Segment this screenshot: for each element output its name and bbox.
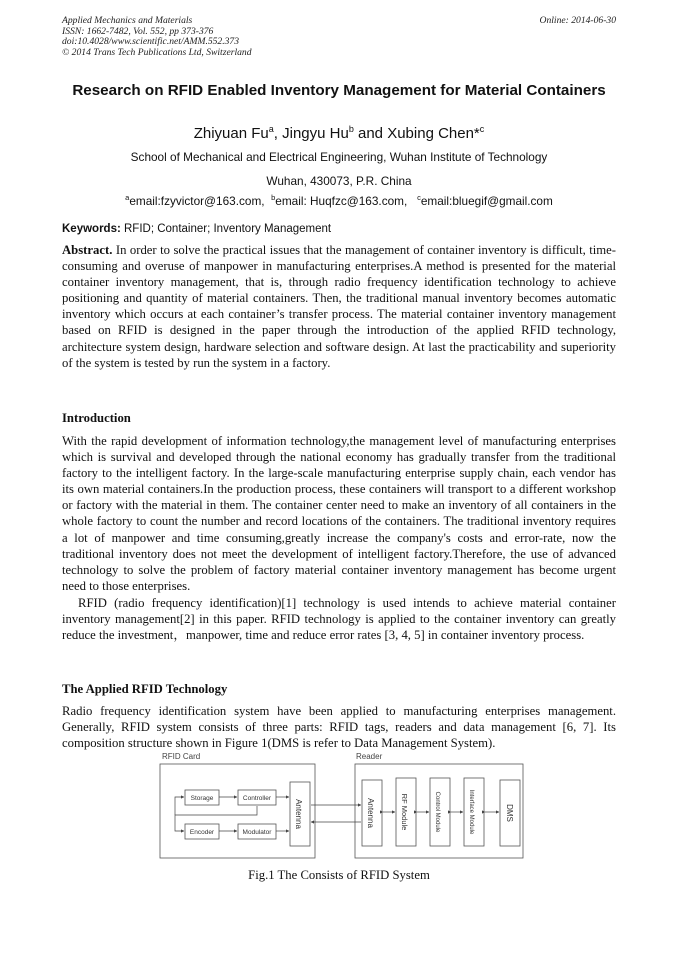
author-sup: b — [348, 124, 354, 134]
reader-label: Reader — [356, 752, 383, 761]
author-sep: and — [353, 125, 388, 142]
online-date: Online: 2014-06-30 — [539, 15, 616, 26]
interface-module-label: Interface Module — [468, 789, 474, 835]
doi: doi:10.4028/www.scientific.net/AMM.552.373 — [62, 36, 240, 48]
card-antenna-label: Antenna — [294, 799, 303, 829]
abstract-text: In order to solve the practical issues that the management of container inventory is difficult, time-consuming and overuse of manpower in manufacturing enterprises.A method is presented for the material container inventory management, that is, through radio frequency identification technology to achieve positioning and quantity of material containers. Then, the traditional manual inventory becomes automatic inventory which occurs at each container’s transfer process. The material container inventory management based on RFID is designed in the paper through the introduction of the applied RFID technology, architecture system design, hardware selection and software design. At last the practicability and superiority of the system is tested by run the system in a factory. — [62, 243, 617, 370]
paper-title: Research on RFID Enabled Inventory Management for Material Containers — [72, 82, 606, 99]
dms-label: DMS — [505, 804, 514, 822]
keywords-items: RFID; Container; Inventory Management — [124, 223, 332, 235]
affiliation-line2: Wuhan, 430073, P.R. China — [266, 174, 412, 188]
section-heading-introduction: Introduction — [62, 411, 131, 425]
storage-label: Storage — [190, 795, 214, 802]
email: email:bluegif@gmail.com — [420, 194, 553, 208]
loop-storage-arrow — [175, 797, 184, 815]
issn: ISSN: 1662-7482, Vol. 552, pp 373-376 — [62, 25, 214, 37]
authors — [62, 125, 616, 143]
email: email:fzyvictor@163.com, — [129, 194, 265, 208]
email-sup: c — [417, 193, 421, 202]
author-sup: a — [268, 124, 274, 134]
author-name: Xubing Chen* — [387, 125, 480, 142]
emails — [62, 194, 616, 208]
abstract-label: Abstract. — [62, 243, 113, 257]
figure-caption: Fig.1 The Consists of RFID System — [248, 868, 430, 882]
section-heading-applied-rfid: The Applied RFID Technology — [62, 682, 228, 696]
author-name: Jingyu Hu — [282, 125, 349, 142]
author-name: Zhiyuan Fu — [193, 125, 269, 142]
abstract — [62, 242, 616, 371]
email: email: Huqfzc@163.com, — [275, 194, 408, 208]
modulator-label: Modulator — [242, 829, 272, 836]
copyright: © 2014 Trans Tech Publications Ltd, Switzerland — [62, 46, 252, 58]
intro-paragraph-1: With the rapid development of information technology,the management level of manufacturing enterprises which is survival and developed through the national economy has gradually transfer from the traditional factory to the intelligent factory. In the large-scale manufacturing enterprise supply chain, each vendor has its own material containers.In the production process, these containers will transport to a different workshop or factory with the material in them. The container center need to make an inventory of all containers in the whole factory to count the number and record locations of the containers. The traditional inventory requires a lot of manpower and time consuming,greatly increase the company's costs and error-rate, now the traditional inventory does not meet the development of intelligent factory.Therefore, the use of advanced technology to solve the problem of factory material container inventory management has become urgent need to those enterprises. — [62, 434, 616, 593]
control-module-label: Control Module — [434, 791, 440, 833]
affiliation-line1: School of Mechanical and Electrical Engineering, Wuhan Institute of Technology — [130, 150, 548, 164]
author-sep: , — [273, 125, 283, 142]
applied-paragraph: Radio frequency identification system have been applied to manufacturing enterprises management. Generally, RFID system consists of three parts: RFID tags, readers and data management [6, 7]. Its composition structure shown in Figure 1(DMS is refer to Data Management System). — [62, 704, 616, 751]
email-sup: b — [271, 193, 276, 202]
journal-header — [62, 16, 616, 58]
intro-paragraph-2: RFID (radio frequency identification)[1] technology is used intends to achieve material container inventory management[2] in this paper. RFID technology is applied to the container inventory can greatly reduce the investment，manpower, time and reduce error rates [3, 4, 5] in container inventory process. — [62, 596, 616, 643]
journal-name: Applied Mechanics and Materials — [62, 15, 193, 26]
keywords-label: Keywords: — [62, 223, 121, 235]
rfid-card-label: RFID Card — [162, 752, 201, 761]
email-sup: a — [125, 193, 130, 202]
encoder-label: Encoder — [189, 829, 215, 836]
controller-label: Controller — [242, 795, 272, 802]
reader-antenna-label: Antenna — [366, 798, 375, 828]
rfid-system-diagram — [150, 750, 530, 865]
author-sup: c — [479, 124, 485, 134]
rf-module-label: RF Module — [400, 793, 409, 831]
keywords — [62, 222, 616, 236]
